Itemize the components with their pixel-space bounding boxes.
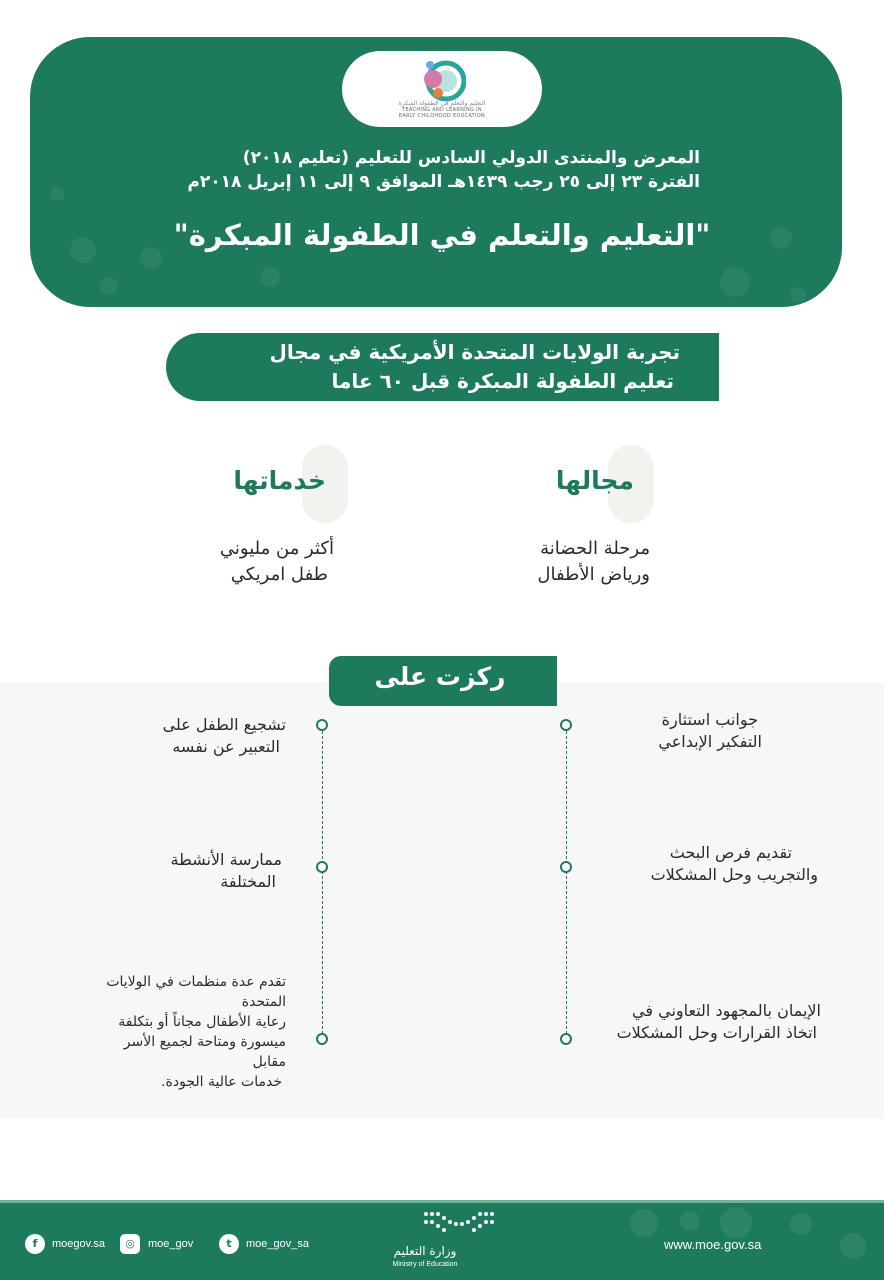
fields-heading: مجالها — [555, 466, 634, 495]
event-name: المعرض والمنتدى الدولي السادس للتعليم (تعليم ٢٠١٨) — [242, 148, 700, 168]
facebook-icon[interactable]: f — [25, 1234, 45, 1254]
subtitle-line-2: تعليم الطفولة المبكرة قبل ٦٠ عاما — [331, 369, 674, 393]
event-logo — [342, 51, 542, 127]
timeline-node — [560, 719, 572, 731]
ministry-name-arabic: وزارة التعليم — [393, 1244, 457, 1258]
focus-item-left-2 — [100, 849, 282, 893]
focus-item-line: الإيمان بالمجهود التعاوني في — [632, 1001, 821, 1020]
instagram-link[interactable]: moe_gov — [148, 1238, 194, 1250]
focus-item-right-1 — [590, 709, 762, 753]
twitter-link[interactable]: moe_gov_sa — [246, 1238, 309, 1250]
timeline-node — [316, 861, 328, 873]
logo-english-text — [342, 107, 542, 119]
services-text — [150, 536, 334, 588]
focus-item-line: مقابل — [252, 1054, 286, 1070]
ministry-name-english: Ministry of Education — [392, 1261, 458, 1268]
logo-english-line-1: TEACHING AND LEARNING IN — [402, 107, 482, 113]
focus-item-line: المختلفة — [220, 872, 276, 891]
focus-item-line: المتحدة — [241, 994, 286, 1010]
logo-english-line-2: EARLY CHILDHOOD EDUCATION — [398, 113, 486, 119]
services-line-1: أكثر من مليوني — [219, 538, 334, 559]
focus-item-line: التفكير الإبداعي — [658, 732, 762, 751]
focus-item-left-3 — [30, 972, 286, 1092]
subtitle — [180, 338, 680, 396]
ministry-logo-icon — [420, 1208, 502, 1242]
focus-item-line: خدمات عالية الجودة. — [161, 1074, 282, 1090]
focus-item-right-2 — [590, 842, 818, 886]
focus-item-line: جوانب استثارة — [661, 710, 758, 729]
left-timeline — [322, 731, 323, 1039]
event-logo-icon — [416, 57, 466, 103]
timeline-node — [560, 861, 572, 873]
fields-text — [480, 536, 650, 588]
focus-item-line: رعاية الأطفال مجاناً أو بتكلفة — [118, 1014, 286, 1030]
focus-item-right-3 — [585, 1000, 821, 1044]
focus-item-line: اتخاذ القرارات وحل المشكلات — [616, 1023, 817, 1042]
focus-item-line: تقديم فرص البحث — [669, 843, 792, 862]
focus-item-line: والتجريب وحل المشكلات — [650, 865, 818, 884]
twitter-icon[interactable]: t — [219, 1234, 239, 1254]
logo-arabic-text: التعليم والتعلم في الطفولة المبكرة — [398, 100, 486, 107]
fields-line-2: ورياض الأطفال — [537, 564, 650, 585]
fields-line-1: مرحلة الحضانة — [540, 538, 650, 559]
focus-item-line: ميسورة ومتاحة لجميع الأسر — [123, 1034, 286, 1050]
page-title: "التعليم والتعلم في الطفولة المبكرة" — [173, 218, 711, 252]
timeline-node — [316, 719, 328, 731]
focus-item-line: تقدم عدة منظمات في الولايات — [106, 974, 286, 990]
facebook-link[interactable]: moegov.sa — [52, 1238, 105, 1250]
timeline-node — [560, 1033, 572, 1045]
website-link[interactable]: www.moe.gov.sa — [664, 1237, 762, 1252]
services-heading: خدماتها — [233, 466, 326, 495]
focus-item-left-1 — [100, 714, 286, 758]
subtitle-line-1: تجربة الولايات المتحدة الأمريكية في مجال — [269, 340, 680, 364]
event-dates: الفترة ٢٣ إلى ٢٥ رجب ١٤٣٩هـ الموافق ٩ إلى ١١ إبريل ٢٠١٨م — [187, 172, 700, 192]
timeline-node — [316, 1033, 328, 1045]
instagram-icon[interactable]: ◎ — [120, 1234, 140, 1254]
focus-item-line: ممارسة الأنشطة — [170, 850, 282, 869]
right-timeline — [566, 731, 567, 1039]
focus-heading: ركزت على — [374, 662, 506, 691]
services-line-2: طفل امريكي — [230, 564, 328, 585]
focus-item-line: تشجيع الطفل على — [162, 715, 286, 734]
focus-item-line: التعبير عن نفسه — [172, 737, 280, 756]
